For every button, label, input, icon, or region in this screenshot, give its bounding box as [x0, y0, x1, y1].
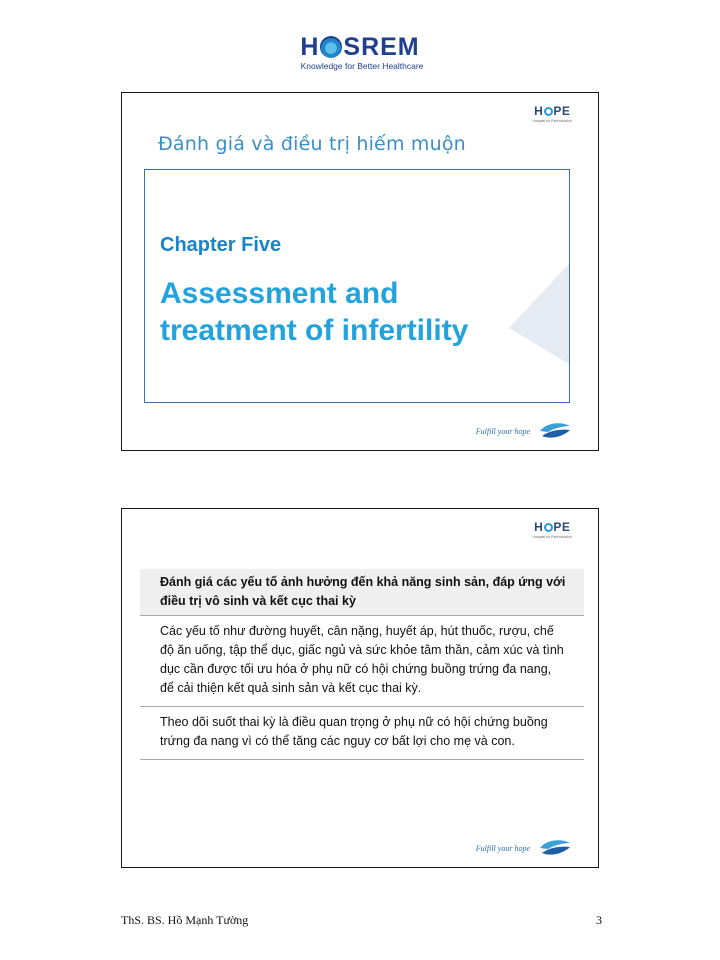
slide-title-vietnamese: Đánh giá và điều trị hiếm muộn — [158, 133, 466, 155]
hosrem-logo — [0, 32, 720, 71]
logo-text-right: SREM — [343, 33, 420, 61]
hope-text-right: PE — [553, 104, 571, 118]
fulfill-footer — [476, 839, 572, 857]
hope-o-icon — [544, 107, 553, 116]
slide-2 — [121, 508, 599, 868]
logo-text-left: H — [300, 33, 320, 61]
author-name: ThS. BS. Hồ Mạnh Tường — [121, 913, 249, 927]
leaf-icon — [538, 422, 572, 440]
leaf-icon — [538, 839, 572, 857]
hope-logo — [533, 105, 573, 123]
hope-o-icon — [544, 523, 553, 532]
chapter-label: Chapter Five — [160, 234, 282, 256]
title-box — [144, 169, 570, 403]
fulfill-text: Fulfill your hope — [475, 426, 530, 436]
decorative-triangle-icon — [509, 264, 569, 364]
slide-1 — [121, 92, 599, 451]
table-row: Các yếu tố như đường huyết, cân nặng, huyết áp, hút thuốc, rượu, chế độ ăn uống, tập thể dục, giấc ngủ và sức khỏe tâm thần, cảm xúc và tình dục cần được tối ưu hóa ở phụ nữ có hội chứng buồng trứng đa nang, để cải thiện kết quả sinh sản và kết cục thai kỳ. — [140, 616, 584, 707]
table-row: Theo dõi suốt thai kỳ là điều quan trọng ở phụ nữ có hội chứng buồng trứng đa nang vì có thể tăng các nguy cơ bất lợi cho mẹ và con. — [140, 707, 584, 760]
fulfill-footer — [476, 422, 572, 440]
logo-tagline: Knowledge for Better Healthcare — [300, 61, 424, 71]
chapter-heading — [160, 275, 520, 349]
hope-text-right: PE — [553, 520, 571, 534]
hope-text-left: H — [534, 104, 544, 118]
hope-subtitle: Hospital for Reproduction — [532, 119, 572, 123]
table-header: Đánh giá các yếu tố ảnh hưởng đến khả năng sinh sản, đáp ứng với điều trị vô sinh và kết cục thai kỳ — [140, 569, 584, 616]
hope-subtitle: Hospital for Reproduction — [532, 535, 572, 539]
hope-text-left: H — [534, 520, 544, 534]
chapter-heading-line2: treatment of infertility — [160, 314, 469, 347]
hosrem-wordmark — [300, 32, 419, 62]
content-table — [140, 569, 584, 760]
page-number: 3 — [596, 913, 602, 927]
fulfill-text: Fulfill your hope — [475, 843, 530, 853]
chapter-heading-line1: Assessment and — [160, 277, 399, 310]
hope-logo — [533, 521, 573, 539]
globe-icon — [320, 36, 342, 58]
